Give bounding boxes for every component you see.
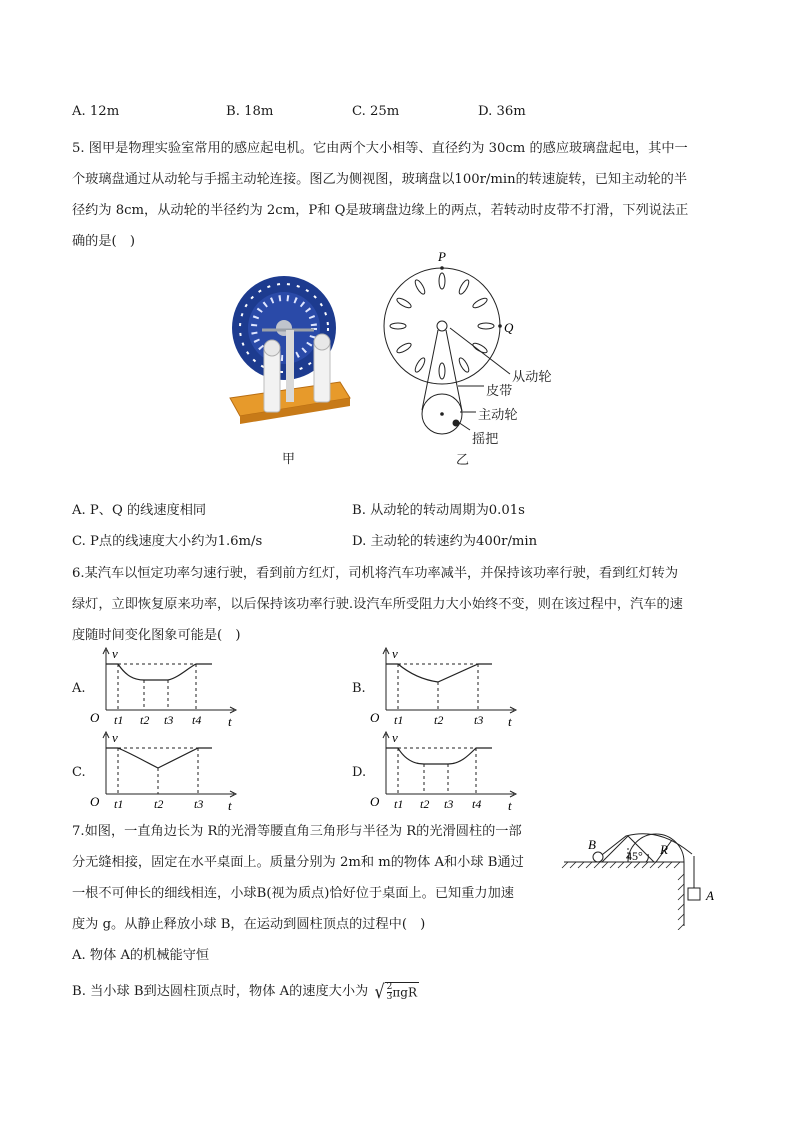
label-b: B: [588, 837, 596, 852]
axis-t: t: [508, 798, 512, 810]
q6-graph-a-letter: A.: [72, 681, 86, 696]
frac-numerator: 2: [386, 981, 393, 992]
origin: O: [370, 710, 380, 725]
label-angle-45: 45°: [626, 849, 643, 863]
q5-option-c: C. P点的线速度大小约为1.6m/s: [72, 534, 263, 549]
axis-v: v: [112, 646, 118, 661]
tick-t2: t2: [434, 713, 444, 726]
q6-graph-d-letter: D.: [352, 765, 367, 780]
tick-t3: t3: [474, 713, 484, 726]
q6-graph-a: [88, 644, 248, 726]
tick-t1: t1: [114, 797, 124, 810]
q7-figure: [560, 818, 730, 930]
tick-t1: t1: [114, 713, 124, 726]
q5-figure-jia: [222, 270, 352, 440]
tick-t1: t1: [394, 797, 404, 810]
tick-t1: t1: [394, 713, 404, 726]
q5-option-a: A. P、Q 的线速度相同: [72, 503, 207, 518]
label-q: Q: [504, 320, 514, 335]
label-a: A: [706, 888, 714, 903]
q5-option-b: B. 从动轮的转动周期为0.01s: [352, 503, 525, 518]
tick-t3: t3: [444, 797, 454, 810]
q7-stem-line-3: 一根不可伸长的细线相连，小球B(视为质点)恰好位于桌面上。已知重力加速: [72, 886, 514, 901]
q7-stem-line-2: 分无缝相接，固定在水平桌面上。质量分别为 2m和 m的物体 A和小球 B通过: [72, 855, 524, 870]
label-belt: 皮带: [486, 384, 513, 399]
q4-option-a: A. 12m: [72, 104, 120, 119]
label-driven-wheel: 从动轮: [512, 370, 552, 385]
q6-graph-b-letter: B.: [352, 681, 366, 696]
q6-graph-d: [368, 728, 528, 810]
q4-option-b: B. 18m: [226, 104, 274, 119]
q5-figure-yi-label: 乙: [456, 453, 470, 468]
tick-t3: t3: [194, 797, 204, 810]
label-driver-wheel: 主动轮: [478, 408, 518, 423]
tick-t2: t2: [154, 797, 164, 810]
q5-stem-line-3: 径约为 8cm，从动轮的半径约为 2cm，P和 Q是玻璃盘边缘上的两点，若转动时皮带不打滑，下列说法正: [72, 203, 689, 218]
q4-option-d: D. 36m: [478, 104, 526, 119]
tick-t4: t4: [472, 797, 482, 810]
sqrt-tail: πgR: [392, 985, 417, 999]
axis-t: t: [508, 714, 512, 726]
q6-graph-c-letter: C.: [72, 765, 86, 780]
q7-stem-line-4: 度为 g。从静止释放小球 B，在运动到圆柱顶点的过程中( ): [72, 917, 426, 932]
axis-v: v: [112, 730, 118, 745]
q5-stem-line-1: 5. 图甲是物理实验室常用的感应起电机。它由两个大小相等、直径约为 30cm 的感应玻璃盘起电，其中一: [72, 141, 688, 156]
q6-stem-line-3: 度随时间变化图象可能是( ): [72, 628, 241, 643]
label-handle: 摇把: [472, 432, 499, 447]
q6-graph-c: [88, 728, 248, 810]
q6-stem-line-2: 绿灯，立即恢复原来功率，以后保持该功率行驶.设汽车所受阻力大小始终不变，则在该过程中，汽车的速: [72, 597, 683, 612]
frac-denominator: 3: [386, 991, 393, 1002]
tick-t3: t3: [164, 713, 174, 726]
axis-v: v: [392, 646, 398, 661]
axis-v: v: [392, 730, 398, 745]
tick-t2: t2: [420, 797, 430, 810]
q6-graph-b: [368, 644, 528, 726]
q4-option-c: C. 25m: [352, 104, 400, 119]
q7-option-b: [72, 980, 419, 1002]
label-p: P: [438, 249, 446, 264]
origin: O: [90, 710, 100, 725]
q7-option-b-text: B. 当小球 B到达圆柱顶点时，物体 A的速度大小为: [72, 984, 369, 999]
q5-stem-line-2: 个玻璃盘通过从动轮与手摇主动轮连接。图乙为侧视图，玻璃盘以100r/min的转速旋转，已知主动轮的半: [72, 172, 688, 187]
label-r: R: [660, 842, 668, 857]
origin: O: [370, 794, 380, 809]
axis-t: t: [228, 714, 232, 726]
tick-t2: t2: [140, 713, 150, 726]
q7-option-a: A. 物体 A的机械能守恒: [72, 948, 210, 963]
q5-option-d: D. 主动轮的转速约为400r/min: [352, 534, 538, 549]
axis-t: t: [228, 798, 232, 810]
q6-stem-line-1: 6.某汽车以恒定功率匀速行驶，看到前方红灯，司机将汽车功率减半，并保持该功率行驶，看到红灯转为: [72, 566, 679, 581]
origin: O: [90, 794, 100, 809]
q7-stem-line-1: 7.如图，一直角边长为 R的光滑等腰直角三角形与半径为 R的光滑圆柱的一部: [72, 824, 522, 839]
q5-figure-jia-label: 甲: [282, 452, 296, 467]
tick-t4: t4: [192, 713, 202, 726]
q5-stem-line-4: 确的是( ): [72, 234, 136, 249]
sqrt-expression: √ $\frac{2}{3}$ πgR: [374, 980, 417, 1003]
